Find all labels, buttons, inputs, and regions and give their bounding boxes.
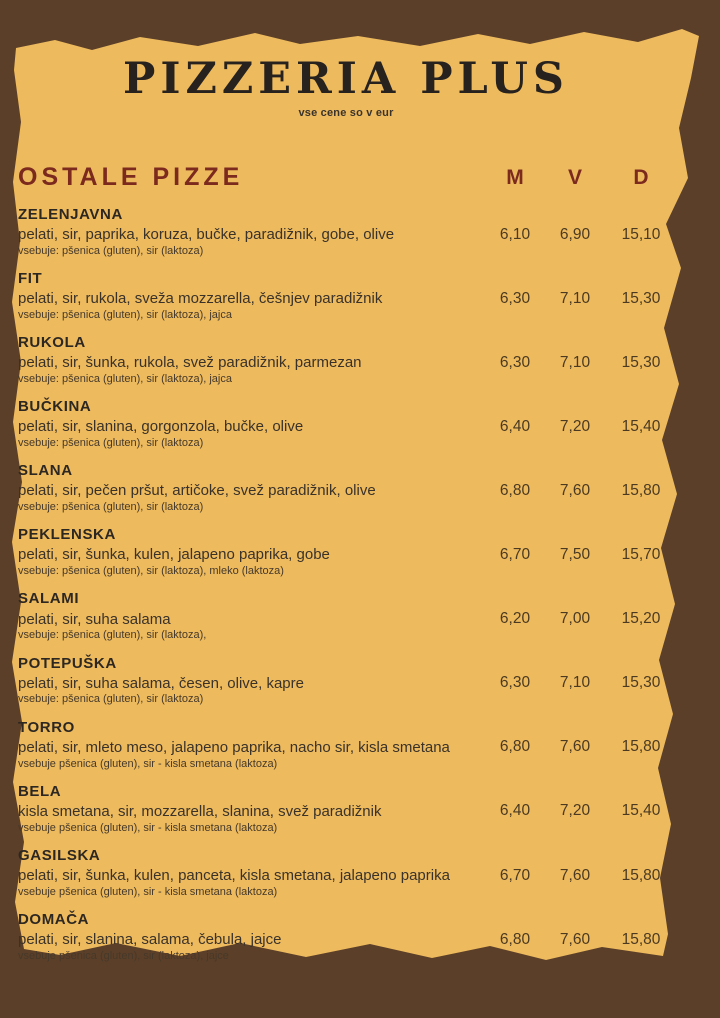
menu-item bbox=[16, 719, 676, 771]
price-m: 6,70 bbox=[499, 866, 531, 884]
allergen-info: vsebuje: pšenica (gluten), sir (laktoza) bbox=[18, 501, 204, 514]
pizza-row bbox=[16, 609, 676, 629]
pizza-ingredients: pelati, sir, šunka, kulen, panceta, kisla smetana, jalapeno paprika bbox=[18, 866, 450, 884]
allergen-info: vsebuje: pšenica (gluten), sir (laktoza) bbox=[18, 437, 204, 450]
price-m: 6,80 bbox=[499, 482, 531, 500]
price-d: 15,70 bbox=[621, 546, 661, 564]
price-v: 7,60 bbox=[559, 866, 591, 884]
price-v: 7,10 bbox=[559, 674, 591, 692]
menu-items-list bbox=[16, 206, 676, 963]
allergen-info: vsebuje pšenica (gluten), sir (laktoza), jajce bbox=[18, 949, 229, 962]
allergen-info: vsebuje pšenica (gluten), sir - kisla smetana (laktoza) bbox=[18, 885, 278, 898]
allergen-info: vsebuje pšenica (gluten), sir - kisla smetana (laktoza) bbox=[18, 757, 278, 770]
restaurant-name: PIZZERIA PLUS bbox=[123, 54, 569, 104]
menu-item bbox=[16, 655, 676, 707]
pizza-row bbox=[16, 417, 676, 437]
price-v: 7,10 bbox=[559, 353, 591, 371]
allergen-info: vsebuje: pšenica (gluten), sir (laktoza), jajca bbox=[18, 308, 232, 321]
price-d: 15,30 bbox=[621, 674, 661, 692]
pizza-row bbox=[16, 545, 676, 565]
price-v: 7,60 bbox=[559, 482, 591, 500]
menu-content bbox=[16, 36, 676, 975]
menu-item bbox=[16, 911, 676, 963]
pizza-ingredients: pelati, sir, šunka, rukola, svež paradižnik, parmezan bbox=[18, 354, 362, 372]
price-d: 15,80 bbox=[621, 930, 661, 948]
pizza-ingredients: pelati, sir, suha salama, česen, olive, kapre bbox=[18, 674, 304, 692]
pizza-name: TORRO bbox=[18, 718, 75, 736]
price-m: 6,10 bbox=[499, 225, 531, 243]
price-m: 6,80 bbox=[499, 930, 531, 948]
price-m: 6,30 bbox=[499, 674, 531, 692]
menu-item bbox=[16, 206, 676, 258]
pizza-row bbox=[16, 930, 676, 950]
price-m: 6,80 bbox=[499, 738, 531, 756]
price-m: 6,30 bbox=[499, 289, 531, 307]
pizza-ingredients: pelati, sir, paprika, koruza, bučke, paradižnik, gobe, olive bbox=[18, 226, 395, 244]
price-v: 7,20 bbox=[559, 802, 591, 820]
menu-item bbox=[16, 590, 676, 642]
pizza-name: FIT bbox=[18, 270, 43, 288]
price-d: 15,40 bbox=[621, 802, 661, 820]
pizza-name: ZELENJAVNA bbox=[18, 206, 123, 223]
allergen-info: vsebuje: pšenica (gluten), sir (laktoza), mleko (laktoza) bbox=[18, 565, 284, 578]
allergen-info: vsebuje: pšenica (gluten), sir (laktoza) bbox=[18, 693, 204, 706]
price-d: 15,30 bbox=[621, 289, 661, 307]
price-m: 6,20 bbox=[499, 610, 531, 628]
menu-item bbox=[16, 334, 676, 386]
pizza-ingredients: pelati, sir, rukola, sveža mozzarella, češnjev paradižnik bbox=[18, 290, 383, 308]
price-v: 7,20 bbox=[559, 417, 591, 435]
price-v: 7,00 bbox=[559, 610, 591, 628]
section-title: OSTALE PIZZE bbox=[18, 163, 244, 191]
price-v: 7,50 bbox=[559, 546, 591, 564]
price-m: 6,40 bbox=[499, 417, 531, 435]
pizza-name: DOMAČA bbox=[18, 910, 90, 928]
pizza-name: SLANA bbox=[18, 462, 73, 480]
pizza-ingredients: kisla smetana, sir, mozzarella, slanina, svež paradižnik bbox=[18, 802, 382, 820]
allergen-info: vsebuje: pšenica (gluten), sir (laktoza), bbox=[18, 629, 207, 642]
pizza-row bbox=[16, 225, 676, 245]
price-d: 15,20 bbox=[621, 610, 661, 628]
size-column-header-d: D bbox=[633, 165, 649, 189]
menu-item bbox=[16, 526, 676, 578]
allergen-info: vsebuje: pšenica (gluten), sir (laktoza) bbox=[18, 244, 204, 257]
pizza-row bbox=[16, 866, 676, 886]
price-m: 6,30 bbox=[499, 353, 531, 371]
pizza-row bbox=[16, 289, 676, 309]
price-v: 7,60 bbox=[559, 930, 591, 948]
pizza-ingredients: pelati, sir, mleto meso, jalapeno paprika, nacho sir, kisla smetana bbox=[18, 738, 450, 756]
currency-note: vse cene so v eur bbox=[298, 107, 394, 119]
menu-item bbox=[16, 270, 676, 322]
price-d: 15,30 bbox=[621, 353, 661, 371]
pizza-row bbox=[16, 481, 676, 501]
size-column-header-m: M bbox=[506, 165, 524, 189]
price-m: 6,40 bbox=[499, 802, 531, 820]
pizza-name: BUČKINA bbox=[18, 398, 92, 416]
pizza-name: GASILSKA bbox=[18, 846, 101, 864]
pizza-name: POTEPUŠKA bbox=[18, 654, 117, 672]
pizza-ingredients: pelati, sir, pečen pršut, artičoke, svež paradižnik, olive bbox=[18, 482, 376, 500]
pizza-name: BELA bbox=[18, 782, 62, 800]
price-v: 7,60 bbox=[559, 738, 591, 756]
pizza-ingredients: pelati, sir, suha salama bbox=[18, 610, 171, 628]
price-d: 15,80 bbox=[621, 866, 661, 884]
menu-item bbox=[16, 783, 676, 835]
menu-item bbox=[16, 398, 676, 450]
menu-header bbox=[16, 54, 676, 119]
allergen-info: vsebuje: pšenica (gluten), sir (laktoza), jajca bbox=[18, 373, 232, 386]
pizza-ingredients: pelati, sir, šunka, kulen, jalapeno paprika, gobe bbox=[18, 546, 330, 564]
pizza-row bbox=[16, 353, 676, 373]
menu-item bbox=[16, 462, 676, 514]
pizza-ingredients: pelati, sir, slanina, gorgonzola, bučke, olive bbox=[18, 418, 304, 436]
price-d: 15,40 bbox=[621, 417, 661, 435]
pizza-ingredients: pelati, sir, slanina, salama, čebula, jajce bbox=[18, 930, 282, 948]
allergen-info: vsebuje pšenica (gluten), sir - kisla smetana (laktoza) bbox=[18, 821, 278, 834]
size-column-header-v: V bbox=[567, 165, 582, 189]
pizza-row bbox=[16, 801, 676, 821]
pizza-row bbox=[16, 673, 676, 693]
menu-item bbox=[16, 847, 676, 899]
price-v: 6,90 bbox=[559, 225, 591, 243]
price-d: 15,80 bbox=[621, 738, 661, 756]
pizza-name: SALAMI bbox=[18, 590, 80, 608]
pizza-name: RUKOLA bbox=[18, 334, 86, 352]
price-m: 6,70 bbox=[499, 546, 531, 564]
pizza-row bbox=[16, 737, 676, 757]
section-header-row bbox=[16, 163, 676, 192]
price-v: 7,10 bbox=[559, 289, 591, 307]
price-d: 15,10 bbox=[621, 225, 661, 243]
price-d: 15,80 bbox=[621, 482, 661, 500]
pizza-name: PEKLENSKA bbox=[18, 526, 116, 544]
